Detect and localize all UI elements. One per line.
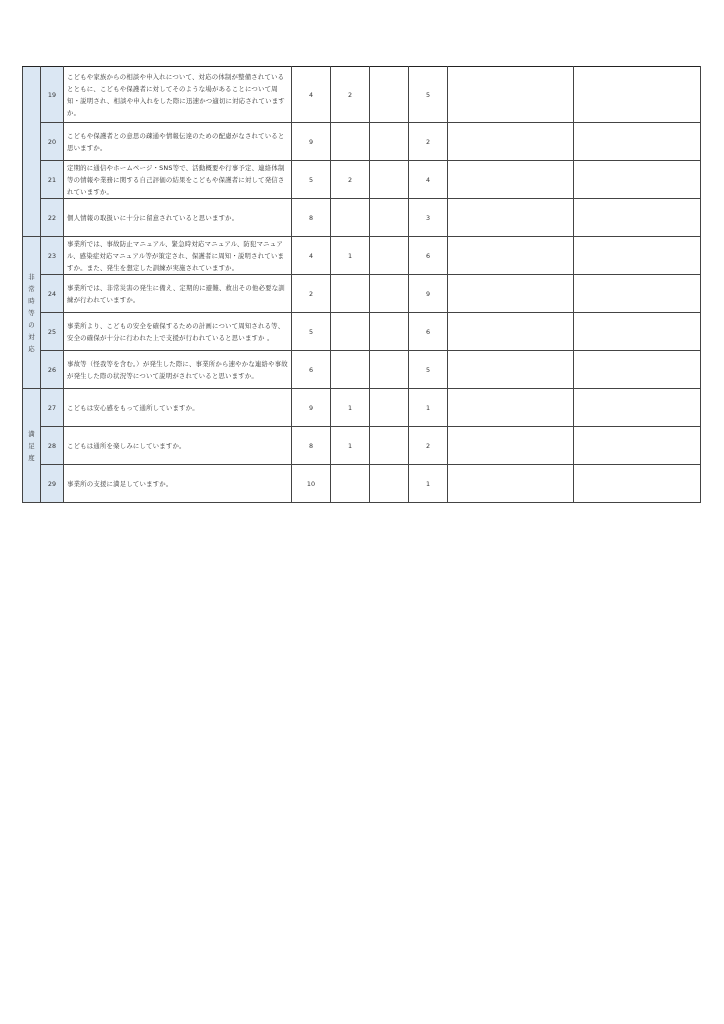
row-number: 19: [41, 67, 64, 123]
remarks-cell: [448, 389, 574, 427]
answer-no-count: [370, 123, 409, 161]
answer-neutral-count: [331, 351, 370, 389]
table-row: [23, 67, 701, 123]
answer-unknown-count: 3: [409, 199, 448, 237]
answer-neutral-count: [331, 465, 370, 503]
answer-neutral-count: 2: [331, 67, 370, 123]
answer-no-count: [370, 275, 409, 313]
row-number: 20: [41, 123, 64, 161]
question-text: こどもは通所を楽しみにしていますか。: [64, 427, 292, 465]
table-row: [23, 313, 701, 351]
answer-neutral-count: 1: [331, 389, 370, 427]
table-row: [23, 427, 701, 465]
answer-yes-count: 4: [292, 67, 331, 123]
table-row: [23, 199, 701, 237]
answer-unknown-count: 2: [409, 427, 448, 465]
answer-neutral-count: [331, 313, 370, 351]
row-number: 25: [41, 313, 64, 351]
answer-yes-count: 9: [292, 389, 331, 427]
table-row: [23, 351, 701, 389]
response-cell: [574, 389, 701, 427]
answer-yes-count: 10: [292, 465, 331, 503]
question-text: 事故等（怪我等を含む。）が発生した際に、事業所から速やかな連絡や事故が発生した際の状況等について説明がされていると思いますか。: [64, 351, 292, 389]
answer-unknown-count: 5: [409, 351, 448, 389]
answer-unknown-count: 1: [409, 389, 448, 427]
row-number: 26: [41, 351, 64, 389]
answer-yes-count: 5: [292, 313, 331, 351]
remarks-cell: [448, 123, 574, 161]
remarks-cell: [448, 67, 574, 123]
answer-unknown-count: 1: [409, 465, 448, 503]
table-row: [23, 237, 701, 275]
response-cell: [574, 313, 701, 351]
row-number: 22: [41, 199, 64, 237]
response-cell: [574, 427, 701, 465]
category-cell-blank: [23, 67, 41, 237]
answer-no-count: [370, 313, 409, 351]
answer-no-count: [370, 389, 409, 427]
table-row: [23, 465, 701, 503]
remarks-cell: [448, 161, 574, 199]
answer-yes-count: 4: [292, 237, 331, 275]
answer-no-count: [370, 161, 409, 199]
answer-neutral-count: 1: [331, 427, 370, 465]
remarks-cell: [448, 237, 574, 275]
response-cell: [574, 237, 701, 275]
response-cell: [574, 465, 701, 503]
answer-no-count: [370, 351, 409, 389]
answer-no-count: [370, 427, 409, 465]
answer-yes-count: 5: [292, 161, 331, 199]
question-text: こどもや家族からの相談や申入れについて、対応の体制が整備されているとともに、こどもや保護者に対してそのような場があることについて周知・説明され、相談や申入れをした際に迅速かつ適切に対応されていますか。: [64, 67, 292, 123]
question-text: 事業所では、事故防止マニュアル、緊急時対応マニュアル、防犯マニュアル、感染症対応マニュアル等が策定され、保護者に周知・説明されていますか。また、発生を想定した訓練が実施されていますか。: [64, 237, 292, 275]
answer-unknown-count: 4: [409, 161, 448, 199]
answer-unknown-count: 6: [409, 237, 448, 275]
question-text: こどもや保護者との意思の疎通や情報伝達のための配慮がなされていると思いますか。: [64, 123, 292, 161]
row-number: 29: [41, 465, 64, 503]
question-text: 事業所では、非常災害の発生に備え、定期的に避難、救出その他必要な訓練が行われていますか。: [64, 275, 292, 313]
answer-neutral-count: [331, 199, 370, 237]
question-text: こどもは安心感をもって通所していますか。: [64, 389, 292, 427]
answer-no-count: [370, 199, 409, 237]
remarks-cell: [448, 313, 574, 351]
answer-unknown-count: 9: [409, 275, 448, 313]
question-text: 定期的に通信やホームページ・SNS等で、活動概要や行事予定、連絡体制等の情報や業務に関する自己評価の結果をこどもや保護者に対して発信されていますか。: [64, 161, 292, 199]
answer-neutral-count: [331, 123, 370, 161]
answer-no-count: [370, 237, 409, 275]
answer-neutral-count: 2: [331, 161, 370, 199]
question-text: 事業所より、こどもの安全を確保するための計画について周知される等、安全の確保が十分に行われた上で支援が行われていると思いますか 。: [64, 313, 292, 351]
answer-no-count: [370, 465, 409, 503]
question-text: 個人情報の取扱いに十分に留意されていると思いますか。: [64, 199, 292, 237]
answer-neutral-count: 1: [331, 237, 370, 275]
remarks-cell: [448, 351, 574, 389]
answer-yes-count: 2: [292, 275, 331, 313]
row-number: 23: [41, 237, 64, 275]
response-cell: [574, 123, 701, 161]
remarks-cell: [448, 427, 574, 465]
response-cell: [574, 67, 701, 123]
row-number: 24: [41, 275, 64, 313]
remarks-cell: [448, 465, 574, 503]
response-cell: [574, 351, 701, 389]
answer-yes-count: 6: [292, 351, 331, 389]
category-emergency-response: 非 常 時 等 の 対 応: [23, 237, 41, 389]
answer-unknown-count: 2: [409, 123, 448, 161]
remarks-cell: [448, 275, 574, 313]
category-satisfaction: 満 足 度: [23, 389, 41, 503]
row-number: 28: [41, 427, 64, 465]
survey-table: [22, 66, 701, 503]
table-row: [23, 389, 701, 427]
response-cell: [574, 161, 701, 199]
table-row: [23, 161, 701, 199]
row-number: 27: [41, 389, 64, 427]
answer-unknown-count: 5: [409, 67, 448, 123]
answer-neutral-count: [331, 275, 370, 313]
answer-yes-count: 8: [292, 427, 331, 465]
answer-unknown-count: 6: [409, 313, 448, 351]
row-number: 21: [41, 161, 64, 199]
response-cell: [574, 275, 701, 313]
answer-yes-count: 9: [292, 123, 331, 161]
remarks-cell: [448, 199, 574, 237]
table-row: [23, 123, 701, 161]
answer-yes-count: 8: [292, 199, 331, 237]
question-text: 事業所の支援に満足していますか。: [64, 465, 292, 503]
answer-no-count: [370, 67, 409, 123]
response-cell: [574, 199, 701, 237]
table-row: [23, 275, 701, 313]
